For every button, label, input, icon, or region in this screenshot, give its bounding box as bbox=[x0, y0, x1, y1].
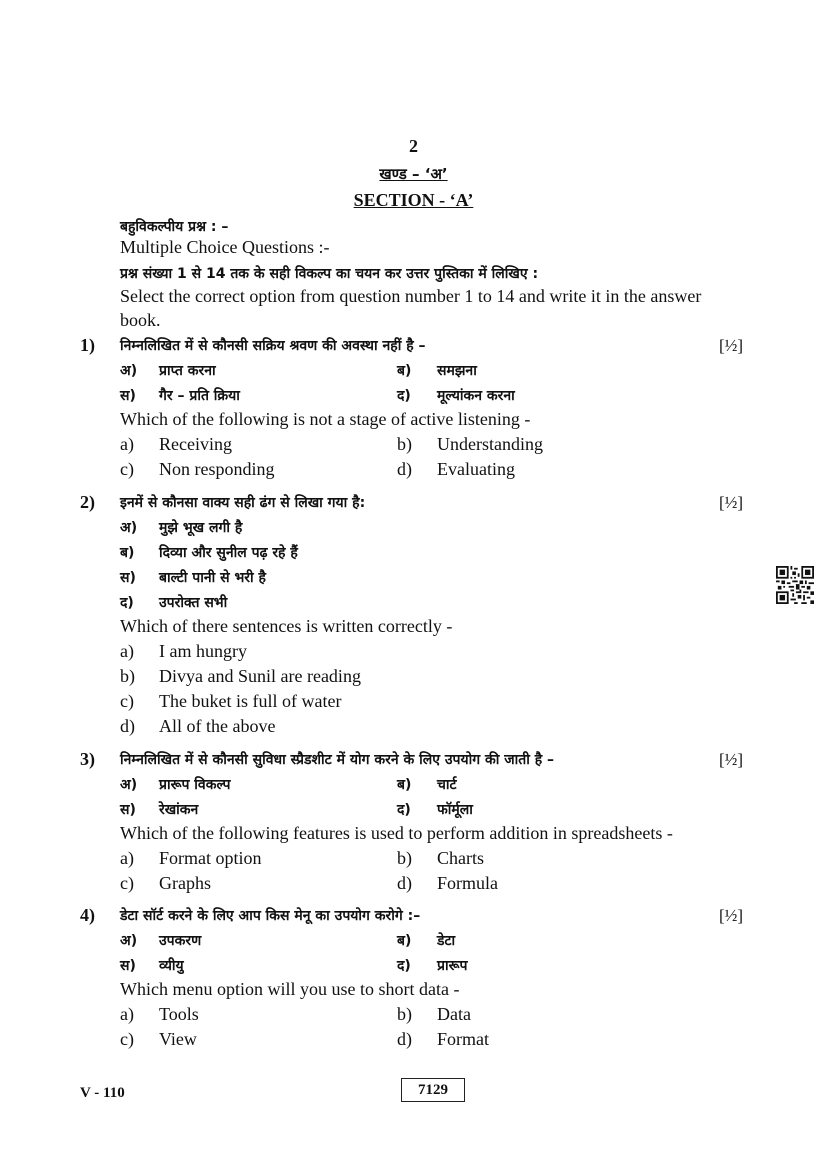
option-label: द) bbox=[120, 595, 134, 611]
option-label: a) bbox=[120, 641, 134, 661]
instruction-select-english-cont: book. bbox=[120, 310, 161, 330]
question-english: Which menu option will you use to short data - bbox=[120, 979, 460, 999]
option-text: दिव्या और सुनील पढ़ रहे हैं bbox=[159, 545, 298, 561]
option-text: Non responding bbox=[159, 459, 275, 479]
option-label: अ) bbox=[120, 933, 138, 949]
option-label: b) bbox=[120, 666, 135, 686]
option-label: b) bbox=[397, 434, 412, 454]
page-number: 2 bbox=[409, 136, 418, 156]
option-label: a) bbox=[120, 434, 134, 454]
question-number: 3) bbox=[80, 749, 95, 769]
option-text: प्रारूप bbox=[437, 958, 468, 974]
option-label: स) bbox=[120, 958, 136, 974]
option-label: अ) bbox=[120, 363, 138, 379]
option-text: All of the above bbox=[159, 716, 276, 736]
option-text: Understanding bbox=[437, 434, 543, 454]
option-label: d) bbox=[397, 873, 412, 893]
option-label: स) bbox=[120, 570, 136, 586]
option-text: Formula bbox=[437, 873, 498, 893]
serial-number-box: 7129 bbox=[401, 1078, 465, 1102]
option-text: चार्ट bbox=[437, 777, 457, 793]
option-text: उपकरण bbox=[159, 933, 202, 949]
option-text: Data bbox=[437, 1004, 471, 1024]
option-label: स) bbox=[120, 388, 136, 404]
option-text: Format bbox=[437, 1029, 489, 1049]
instruction-mcq-english: Multiple Choice Questions :- bbox=[120, 237, 330, 257]
question-hindi: निम्नलिखित में से कौनसी सुविधा स्प्रैडशीट में योग करने के लिए उपयोग की जाती है – bbox=[120, 752, 555, 768]
option-label: d) bbox=[397, 1029, 412, 1049]
option-label: ब) bbox=[397, 777, 412, 793]
option-label: स) bbox=[120, 802, 136, 818]
option-text: Divya and Sunil are reading bbox=[159, 666, 361, 686]
option-label: b) bbox=[397, 848, 412, 868]
option-text: Graphs bbox=[159, 873, 211, 893]
question-english: Which of the following features is used to perform addition in spreadsheets - bbox=[120, 823, 673, 843]
option-label: c) bbox=[120, 459, 134, 479]
option-text: The buket is full of water bbox=[159, 691, 342, 711]
question-english: Which of there sentences is written correctly - bbox=[120, 616, 453, 636]
option-label: अ) bbox=[120, 520, 138, 536]
option-text: फॉर्मूला bbox=[437, 802, 473, 818]
option-label: ब) bbox=[120, 545, 135, 561]
option-label: d) bbox=[120, 716, 135, 736]
option-text: प्राप्त करना bbox=[159, 363, 216, 379]
marks: [½] bbox=[719, 493, 744, 512]
instruction-mcq-hindi: बहुविकल्पीय प्रश्न : – bbox=[120, 219, 229, 235]
option-text: गैर – प्रति क्रिया bbox=[159, 388, 240, 404]
option-label: a) bbox=[120, 848, 134, 868]
option-text: डेटा bbox=[437, 933, 456, 949]
qr-code-icon bbox=[776, 566, 814, 604]
option-label: ब) bbox=[397, 363, 412, 379]
option-label: b) bbox=[397, 1004, 412, 1024]
option-text: मूल्यांकन करना bbox=[437, 388, 515, 404]
option-label: अ) bbox=[120, 777, 138, 793]
option-text: बाल्टी पानी से भरी है bbox=[159, 570, 266, 586]
question-number: 4) bbox=[80, 905, 95, 925]
option-text: Receiving bbox=[159, 434, 232, 454]
option-text: रेखांकन bbox=[159, 802, 199, 818]
option-text: Evaluating bbox=[437, 459, 515, 479]
option-text: उपरोक्त सभी bbox=[159, 595, 228, 611]
option-label: द) bbox=[397, 802, 411, 818]
question-number: 2) bbox=[80, 492, 95, 512]
option-text: व्यीयु bbox=[159, 958, 184, 974]
option-label: d) bbox=[397, 459, 412, 479]
option-label: c) bbox=[120, 691, 134, 711]
option-label: द) bbox=[397, 388, 411, 404]
question-hindi: इनमें से कौनसा वाक्य सही ढंग से लिखा गया है: bbox=[120, 495, 366, 511]
section-title-hindi: खण्ड – ‘अ’ bbox=[379, 165, 448, 183]
instruction-select-hindi: प्रश्न संख्या 1 से 14 तक के सही विकल्प का चयन कर उत्तर पुस्तिका में लिखिए : bbox=[120, 266, 539, 282]
question-hindi: निम्नलिखित में से कौनसी सक्रिय श्रवण की अवस्था नहीं है – bbox=[120, 338, 426, 354]
option-text: I am hungry bbox=[159, 641, 247, 661]
option-text: Tools bbox=[159, 1004, 199, 1024]
question-hindi: डेटा सॉर्ट करने के लिए आप किस मेनू का उपयोग करोगे :– bbox=[120, 908, 421, 924]
paper-code: V - 110 bbox=[80, 1085, 125, 1101]
question-number: 1) bbox=[80, 335, 95, 355]
marks: [½] bbox=[719, 906, 744, 925]
option-text: प्रारूप विकल्प bbox=[159, 777, 231, 793]
option-text: View bbox=[159, 1029, 197, 1049]
option-label: ब) bbox=[397, 933, 412, 949]
instruction-select-english: Select the correct option from question number 1 to 14 and write it in the answer bbox=[120, 286, 702, 306]
option-text: Format option bbox=[159, 848, 262, 868]
option-label: a) bbox=[120, 1004, 134, 1024]
option-label: c) bbox=[120, 873, 134, 893]
marks: [½] bbox=[719, 336, 744, 355]
option-text: मुझे भूख लगी है bbox=[159, 520, 243, 536]
question-english: Which of the following is not a stage of active listening - bbox=[120, 409, 531, 429]
marks: [½] bbox=[719, 750, 744, 769]
option-text: Charts bbox=[437, 848, 484, 868]
option-label: c) bbox=[120, 1029, 134, 1049]
option-label: द) bbox=[397, 958, 411, 974]
section-title-english: SECTION - ‘A’ bbox=[353, 190, 474, 210]
option-text: समझना bbox=[437, 363, 477, 379]
